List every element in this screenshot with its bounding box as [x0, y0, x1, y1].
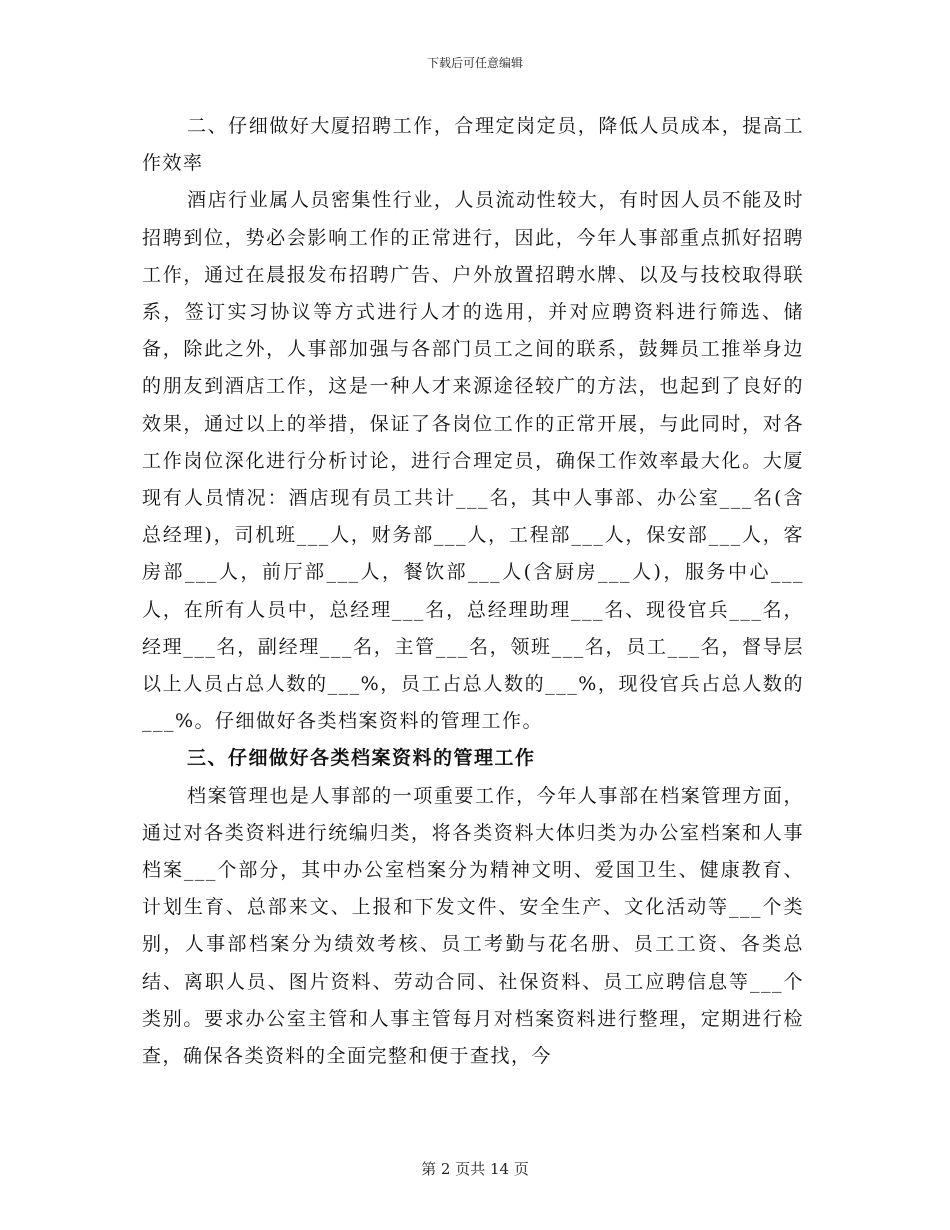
- archive-paragraph: 档案管理也是人事部的一项重要工作，今年人事部在档案管理方面，通过对各类资料进行统编归类，将各类资料大体归类为办公室档案和人事档案___个部分，其中办公室档案分为精神文明、爱国卫生、健康教育、计划生育、总部来文、上报和下发文件、安全生产、文化活动等___个类别，人事部档案分为绩效考核、员工考勤与花名册、员工工资、各类总结、离职人员、图片资料、劳动合同、社保资料、员工应聘信息等___个类别。要求办公室主管和人事主管每月对档案资料进行整理，定期进行检查，确保各类资料的全面完整和便于查找，今: [142, 784, 804, 1068]
- recruitment-paragraph: 酒店行业属人员密集性行业，人员流动性较大，有时因人员不能及时招聘到位，势必会影响工作的正常进行，因此，今年人事部重点抓好招聘工作，通过在晨报发布招聘广告、户外放置招聘水牌、以及与技校取得联系，签订实习协议等方式进行人才的选用，并对应聘资料进行筛选、储备，除此之外，人事部加强与各部门员工之间的联系，鼓舞员工推举身边的朋友到酒店工作，这是一种人才来源途径较广的方法，也起到了良好的效果，通过以上的举措，保证了各岗位工作的正常开展，与此同时，对各工作岗位深化进行分析讨论，进行合理定员，确保工作效率最大化。大厦现有人员情况：酒店现有员工共计___名，其中人事部、办公室___名(含总经理)，司机班___人，财务部___人，工程部___人，保安部___人，客房部___人，前厅部___人，餐饮部___人(含厨房___人)，服务中心___人，在所有人员中，总经理___名，总经理助理___名、现役官兵___名，经理___名，副经理___名，主管___名，领班___名，员工___名，督导层以上人员占总人数的___%，员工占总人数的___%，现役官兵占总人数的___%。仔细做好各类档案资料的管理工作。: [142, 189, 804, 733]
- section-two-heading: 二、仔细做好大厦招聘工作，合理定岗定员，降低人员成本，提高工作效率: [142, 115, 804, 175]
- section-three-heading: 三、仔细做好各类档案资料的管理工作: [187, 747, 536, 770]
- page-footer: 第 2 页共 14 页: [421, 1160, 529, 1178]
- document-body: [142, 108, 804, 1075]
- page-header: 下载后可任意编辑: [426, 56, 523, 70]
